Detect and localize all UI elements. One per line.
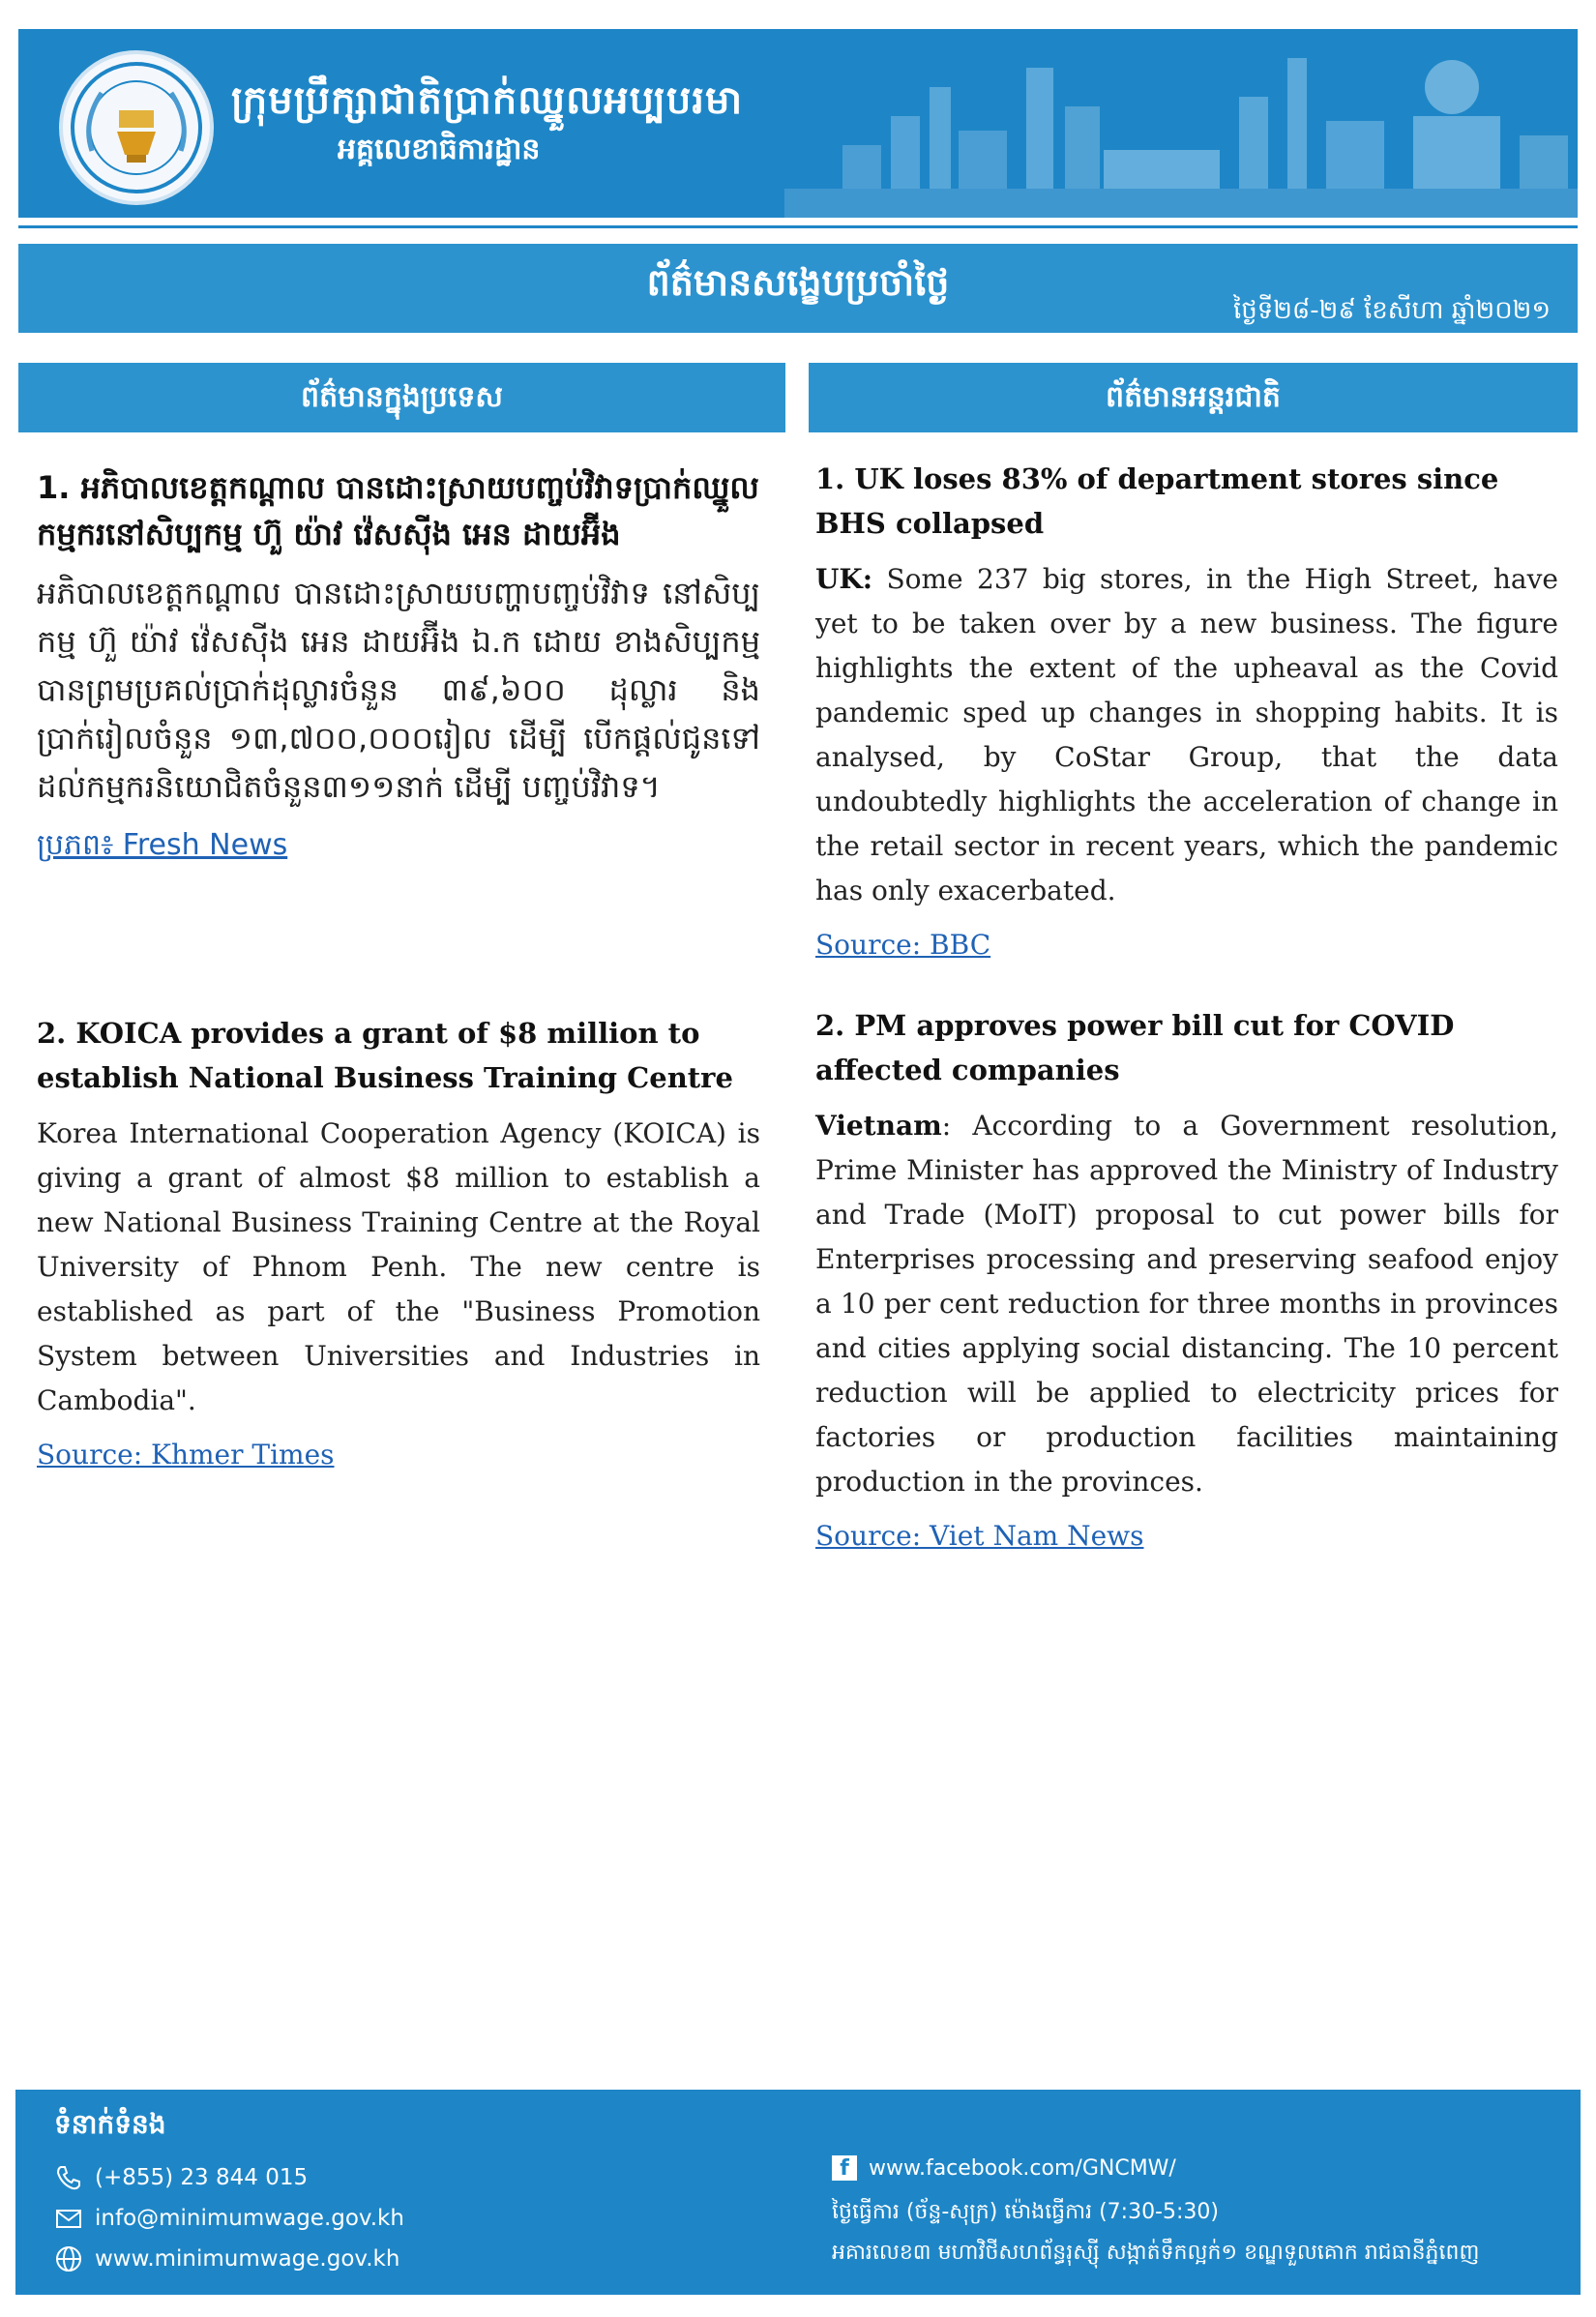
article-international-2 [815,1003,1558,1552]
article-body: Korea International Cooperation Agency (KOICA) is giving a grant of almost $8 million to establish a new National Business Training Centre at the Royal University of Phnom Penh. The new centre is established as part of the "Business Promotion System between Universities and Industries in Cambodia". [37,1117,760,1416]
header-divider [18,225,1578,228]
contact-facebook[interactable] [832,2155,1176,2181]
article-body [815,557,1558,913]
city-skyline-graphic [784,29,1578,218]
article-title: 1. អភិបាលខេត្តកណ្ដាល បានដោះស្រាយបញ្ចប់វិវាទប្រាក់ឈ្នួលកម្មករនៅសិប្បកម្ម ហ៊ួ យ៉ាវ វ៉េសស៊ីង អេន ដាយអ៊ីង [37,469,759,552]
article-domestic-2 [37,1011,760,1470]
issue-date: ថ្ងៃទី២៨-២៩ ខែសីហា ឆ្នាំ២០២១ [1232,296,1551,325]
source-link[interactable]: Source: Khmer Times [37,1439,335,1470]
article-lead: UK: [815,563,873,595]
council-logo [59,50,214,205]
article-text: Some 237 big stores, in the High Street, have yet to be taken over by a new business. The figure highlights the extent of the upheaval as the Covid pandemic sped up changes in shopping habits. It is analysed, by CoStar Group, that the data undoubtedly highlights the acceleration of change in the retail sector in recent years, which the pandemic has only exacerbated. [815,563,1558,906]
contact-email[interactable] [54,2204,404,2233]
facebook-url: www.facebook.com/GNCMW/ [869,2155,1176,2181]
page-title: ព័ត៌មានសង្ខេបប្រចាំថ្ងៃ [646,261,950,304]
phone-number: (+855) 23 844 015 [95,2165,309,2190]
globe-icon [54,2244,83,2273]
article-title: 2. KOICA provides a grant of $8 million to establish National Business Training Centre [37,1017,733,1094]
article-title: 2. PM approves power bill cut for COVID affected companies [815,1009,1455,1086]
contact-website[interactable] [54,2244,399,2273]
organization-title: ក្រុមប្រឹក្សាជាតិប្រាក់ឈ្នួលអប្បបរមា [231,78,744,123]
email-address: info@minimumwage.gov.kh [95,2206,404,2231]
contact-heading: ទំនាក់ទំនង [54,2108,166,2140]
mail-icon [54,2204,83,2233]
organization-subtitle: អគ្គលេខាធិការដ្ឋាន [338,133,541,166]
article-international-1 [815,457,1558,961]
article-body: អភិបាលខេត្តកណ្ដាល បានដោះស្រាយបញ្ហាបញ្ចប់វិវាទ នៅសិប្បកម្ម ហ៊ួ យ៉ាវ វ៉េសស៊ីង អេន ដាយអ៊ីង ឯ.ក ដោយ ខាងសិប្បកម្មបានព្រមប្រគល់ប្រាក់ដុល្លារចំនួន ៣៩,៦០០ ដុល្លារ និងប្រាក់រៀលចំនួន ១៣,៧០០,០០០រៀល ដើម្បី បើកផ្ដល់ជូនទៅដល់កម្មករនិយោជិតចំនួន៣១១នាក់ ដើម្បី បញ្ចប់វិវាទ។ [37,575,760,805]
title-banner [18,244,1578,333]
office-hours: ថ្ងៃធ្វើការ (ច័ន្ទ-សុក្រ) ម៉ោងធ្វើការ (7:30-5:30) [832,2200,1219,2224]
article-body [815,1104,1558,1504]
source-link[interactable]: ប្រភព៖ Fresh News [37,828,288,862]
article-text: : According to a Government resolution, Prime Minister has approved the Ministry of Industry and Trade (MoIT) proposal to cut power bills for Enterprises processing and preserving seafood enjoy a 10 per cent reduction for three months in provinces and cities applying social distancing. The 10 percent reduction will be applied to electricity prices for factories or production facilities maintaining production in the provinces. [815,1110,1558,1498]
article-title: 1. UK loses 83% of department stores since BHS collapsed [815,462,1499,540]
article-domestic-1 [37,464,760,869]
source-link[interactable]: Source: Viet Nam News [815,1520,1144,1552]
article-lead: Vietnam [815,1110,942,1142]
header-banner [18,29,1578,218]
section-heading-international: ព័ត៌មានអន្តរជាតិ [809,363,1578,432]
section-heading-domestic: ព័ត៌មានក្នុងប្រទេស [18,363,785,432]
website-url: www.minimumwage.gov.kh [95,2246,400,2272]
footer [15,2090,1581,2295]
phone-icon [54,2163,83,2192]
source-link[interactable]: Source: BBC [815,929,991,961]
office-address: អគារលេខ៣ មហាវិថីសហព័ន្ធរុស្ស៊ី សង្កាត់ទឹកល្អក់១ ខណ្ឌទួលគោក រាជធានីភ្នំពេញ [832,2241,1480,2265]
facebook-icon: f [832,2155,857,2181]
contact-phone[interactable] [54,2163,308,2192]
